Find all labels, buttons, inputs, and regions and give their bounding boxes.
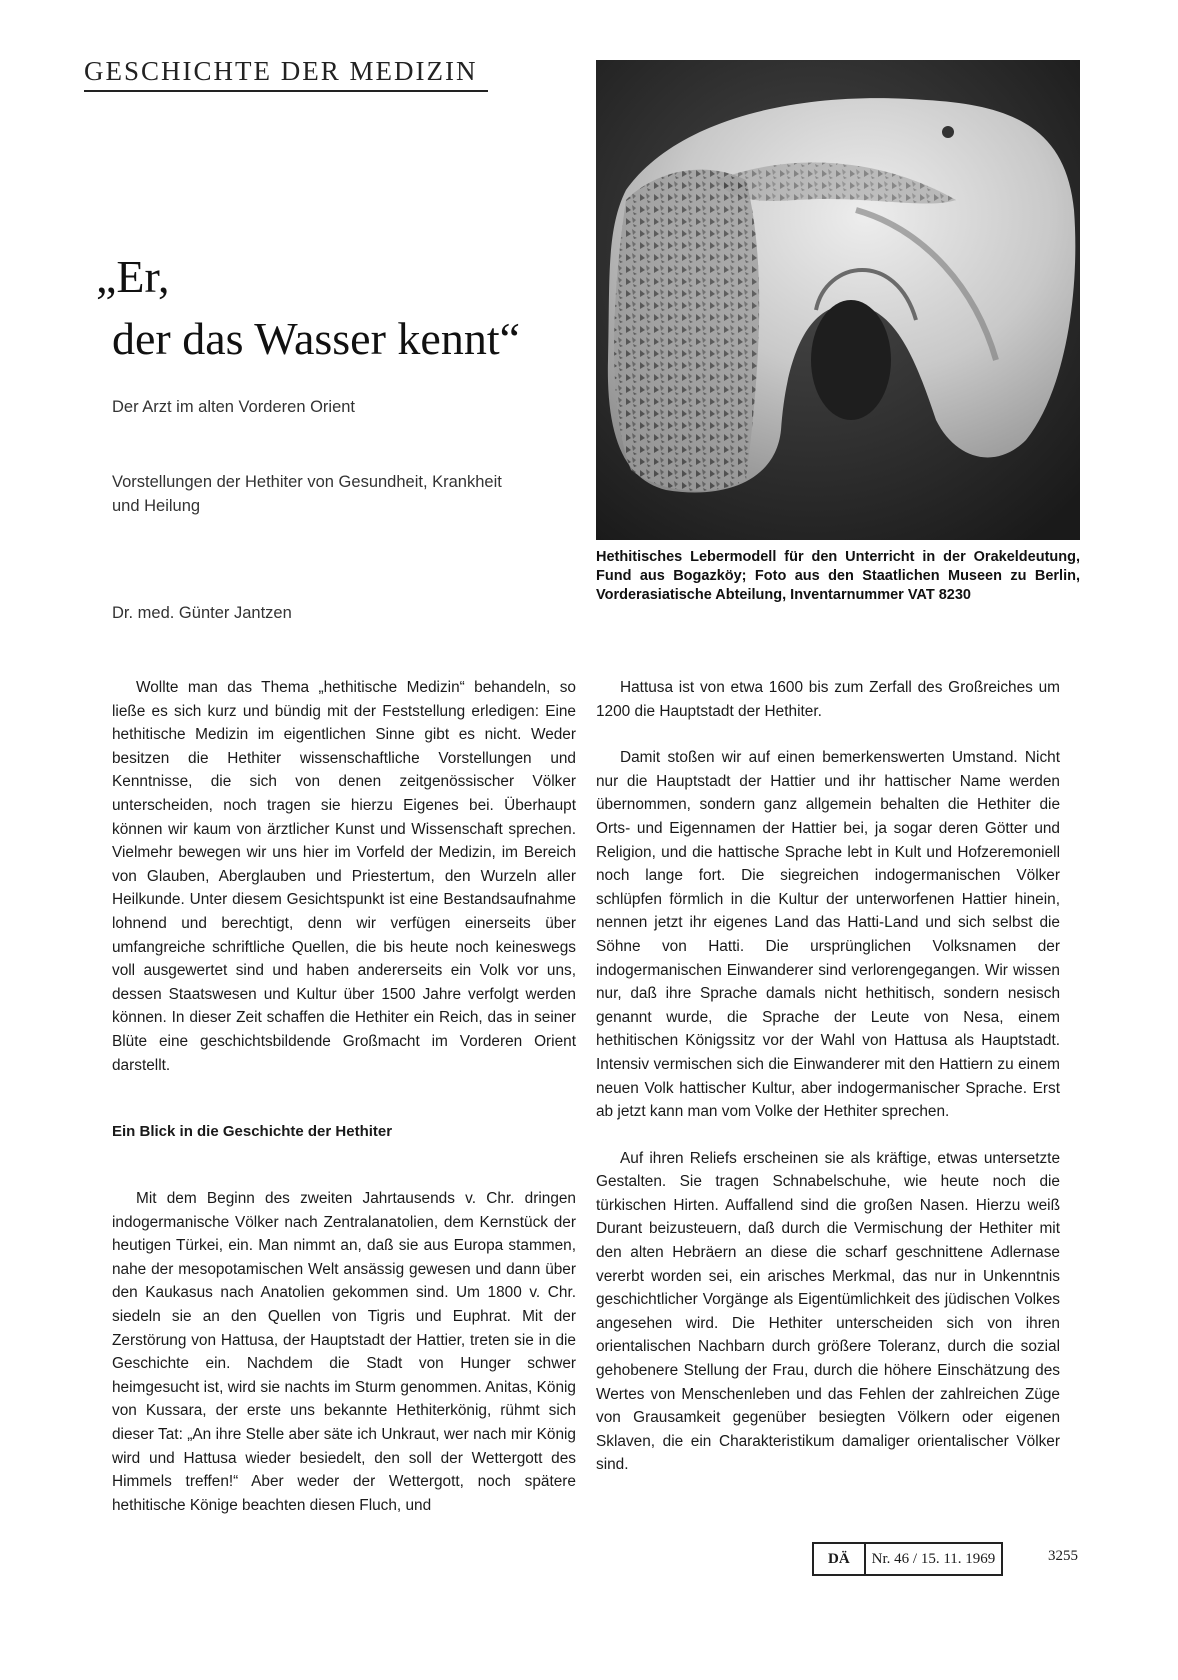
- title-line-1: „Er,: [96, 251, 170, 302]
- body-column-right: [596, 676, 1060, 1477]
- body-paragraph: Hattusa ist von etwa 1600 bis zum Zerfall des Großreiches um 1200 die Hauptstadt der Hethiter.: [596, 679, 1060, 720]
- section-header: GESCHICHTE DER MEDIZIN: [84, 56, 478, 86]
- journal-footer: [812, 1542, 1003, 1576]
- subtitle: Der Arzt im alten Vorderen Orient: [112, 398, 356, 416]
- section-heading: Ein Blick in die Geschichte der Hethiter: [112, 1123, 393, 1141]
- body-paragraph: Wollte man das Thema „hethitische Medizin“ behandeln, so ließe es sich kurz und bündig mit der Feststellung erledigen: Eine hethitische Medizin im eigentlichen Sinne gibt es nicht. Weder besitzen die Hethiter wissenschaftliche Vorstellungen und Kenntnisse, die sich von denen zeitgenössischer Völker unterscheiden, noch tragen sie hierzu Eigenes bei. Überhaupt können wir kaum von ärztlicher Kunst und Wissenschaft sprechen. Vielmehr bewegen wir uns hier im Vorfeld der Medizin, im Bereich von Glauben, Aberglauben und Priestertum, den Wurzeln aller Heilkunde. Unter diesem Gesichtspunkt ist eine Bestandsaufnahme lohnend und berechtigt, denn wir verfügen einerseits über umfangreiche schriftliche Quellen, die bis heute noch keineswegs voll ausgewertet sind und haben andererseits ein Volk vor uns, dessen Staatswesen und Kultur über 1500 Jahre verfolgt werden können. In dieser Zeit schaffen die Hethiter ein Reich, das in seiner Blüte eine geschichtsbildende Großmacht im Vorderen Orient darstellt.: [112, 679, 576, 1074]
- body-paragraph: Auf ihren Reliefs erscheinen sie als kräftige, etwas untersetzte Gestalten. Sie tragen Schnabelschuhe, wie heute noch die türkischen Hirten. Auffallend sind die großen Nasen. Hierzu weiß Durant beizusteuern, daß durch die Vermischung der Hethiter mit den alten Hebräern an diese die scharf geschnittene Adlernase vererbt worden sei, ein arisches Merkmal, das nur in Unkenntnis geschichtlicher Vorgänge als Eigentümlichkeit des jüdischen Volkes angesehen wird. Die Hethiter unterscheiden sich von ihren orientalischen Nachbarn durch größere Toleranz, durch die sozial gehobenere Stellung der Frau, durch die höhere Einschätzung des Wertes von Menschenleben und das Fehlen der zahlreichen Züge von Grausamkeit gegenüber besiegten Völkern oder eigenen Sklaven, die ein Charakteristikum damaliger orientalischer Völker sind.: [596, 1149, 1060, 1474]
- body-column-left: [112, 676, 576, 1517]
- title-line-2: der das Wasser kennt“: [112, 313, 521, 364]
- journal-logo: DÄ: [814, 1544, 866, 1574]
- author: Dr. med. Günter Jantzen: [112, 604, 292, 622]
- subheading: Vorstellungen der Hethiter von Gesundheit, Krankheit und Heilung: [112, 473, 502, 515]
- figure-caption: Hethitisches Lebermodell für den Unterricht in der Orakeldeutung, Fund aus Bogazköy; Foto aus den Staatlichen Museen zu Berlin, Vorderasiatische Abteilung, Inventarnummer VAT 8230: [596, 549, 1080, 603]
- page-number: 3255: [1048, 1548, 1078, 1564]
- body-paragraph: Damit stoßen wir auf einen bemerkenswerten Umstand. Nicht nur die Hauptstadt der Hattier und ihr hattischer Name werden übernommen, sondern ganz allgemein behalten die Hethiter die Orts- und Eigennamen der Hattier bei, ja sogar deren Götter und Religion, und die hattische Sprache lebt in Kult und Hofzeremoniell noch lange fort. Die siegreichen indogermanischen Völker schlüpfen förmlich in die Kultur der unterworfenen Hattier hinein, nennen jetzt ihr eigenes Land das Hatti-Land und sich selbst die Söhne von Hatti. Die ursprünglichen Volksnamen der indogermanischen Einwanderer sind verlorengegangen. Wir wissen nur, daß ihre Sprache damals nicht hethitisch, sondern nesisch genannt wurde, die Sprache der Leute von Nesa, einem hethitischen Königssitz vor der Wahl von Hattusa als Hauptstadt. Intensiv vermischen sich die Einwanderer mit den Hattiern zu einem neuen Volk hattischer Kultur, aber indogermanischer Sprache. Erst ab jetzt kann man vom Volke der Hethiter sprechen.: [596, 749, 1060, 1121]
- section-rule: [84, 90, 488, 92]
- article-title: [96, 246, 520, 370]
- issue-info: Nr. 46 / 15. 11. 1969: [871, 1550, 996, 1567]
- liver-model-photo: [596, 60, 1080, 540]
- body-paragraph: Mit dem Beginn des zweiten Jahrtausends v. Chr. dringen indogermanische Völker nach Zentralanatolien, dem Kernstück der heutigen Türkei, ein. Man nimmt an, daß sie aus Europa stammen, nahe der mesopotamischen Welt ansässig gewesen und dann über den Kaukasus nach Anatolien gekommen sind. Um 1800 v. Chr. siedeln sie an den Quellen von Tigris und Euphrat. Mit der Zerstörung von Hattusa, der Hauptstadt der Hattier, treten sie in die Geschichte ein. Nachdem die Stadt von Hunger schwer heimgesucht ist, wird sie nachts im Sturm genommen. Anitas, König von Kussara, der erste uns bekannte Hethiterkönig, rühmt sich dieser Tat: „An ihre Stelle aber säte ich Unkraut, wer nach mir König wird und Hattusa wieder besiedelt, den soll der Wettergott des Himmels treffen!“ Aber weder der Wettergott, noch spätere hethitische Könige beachten diesen Fluch, und: [112, 1190, 576, 1514]
